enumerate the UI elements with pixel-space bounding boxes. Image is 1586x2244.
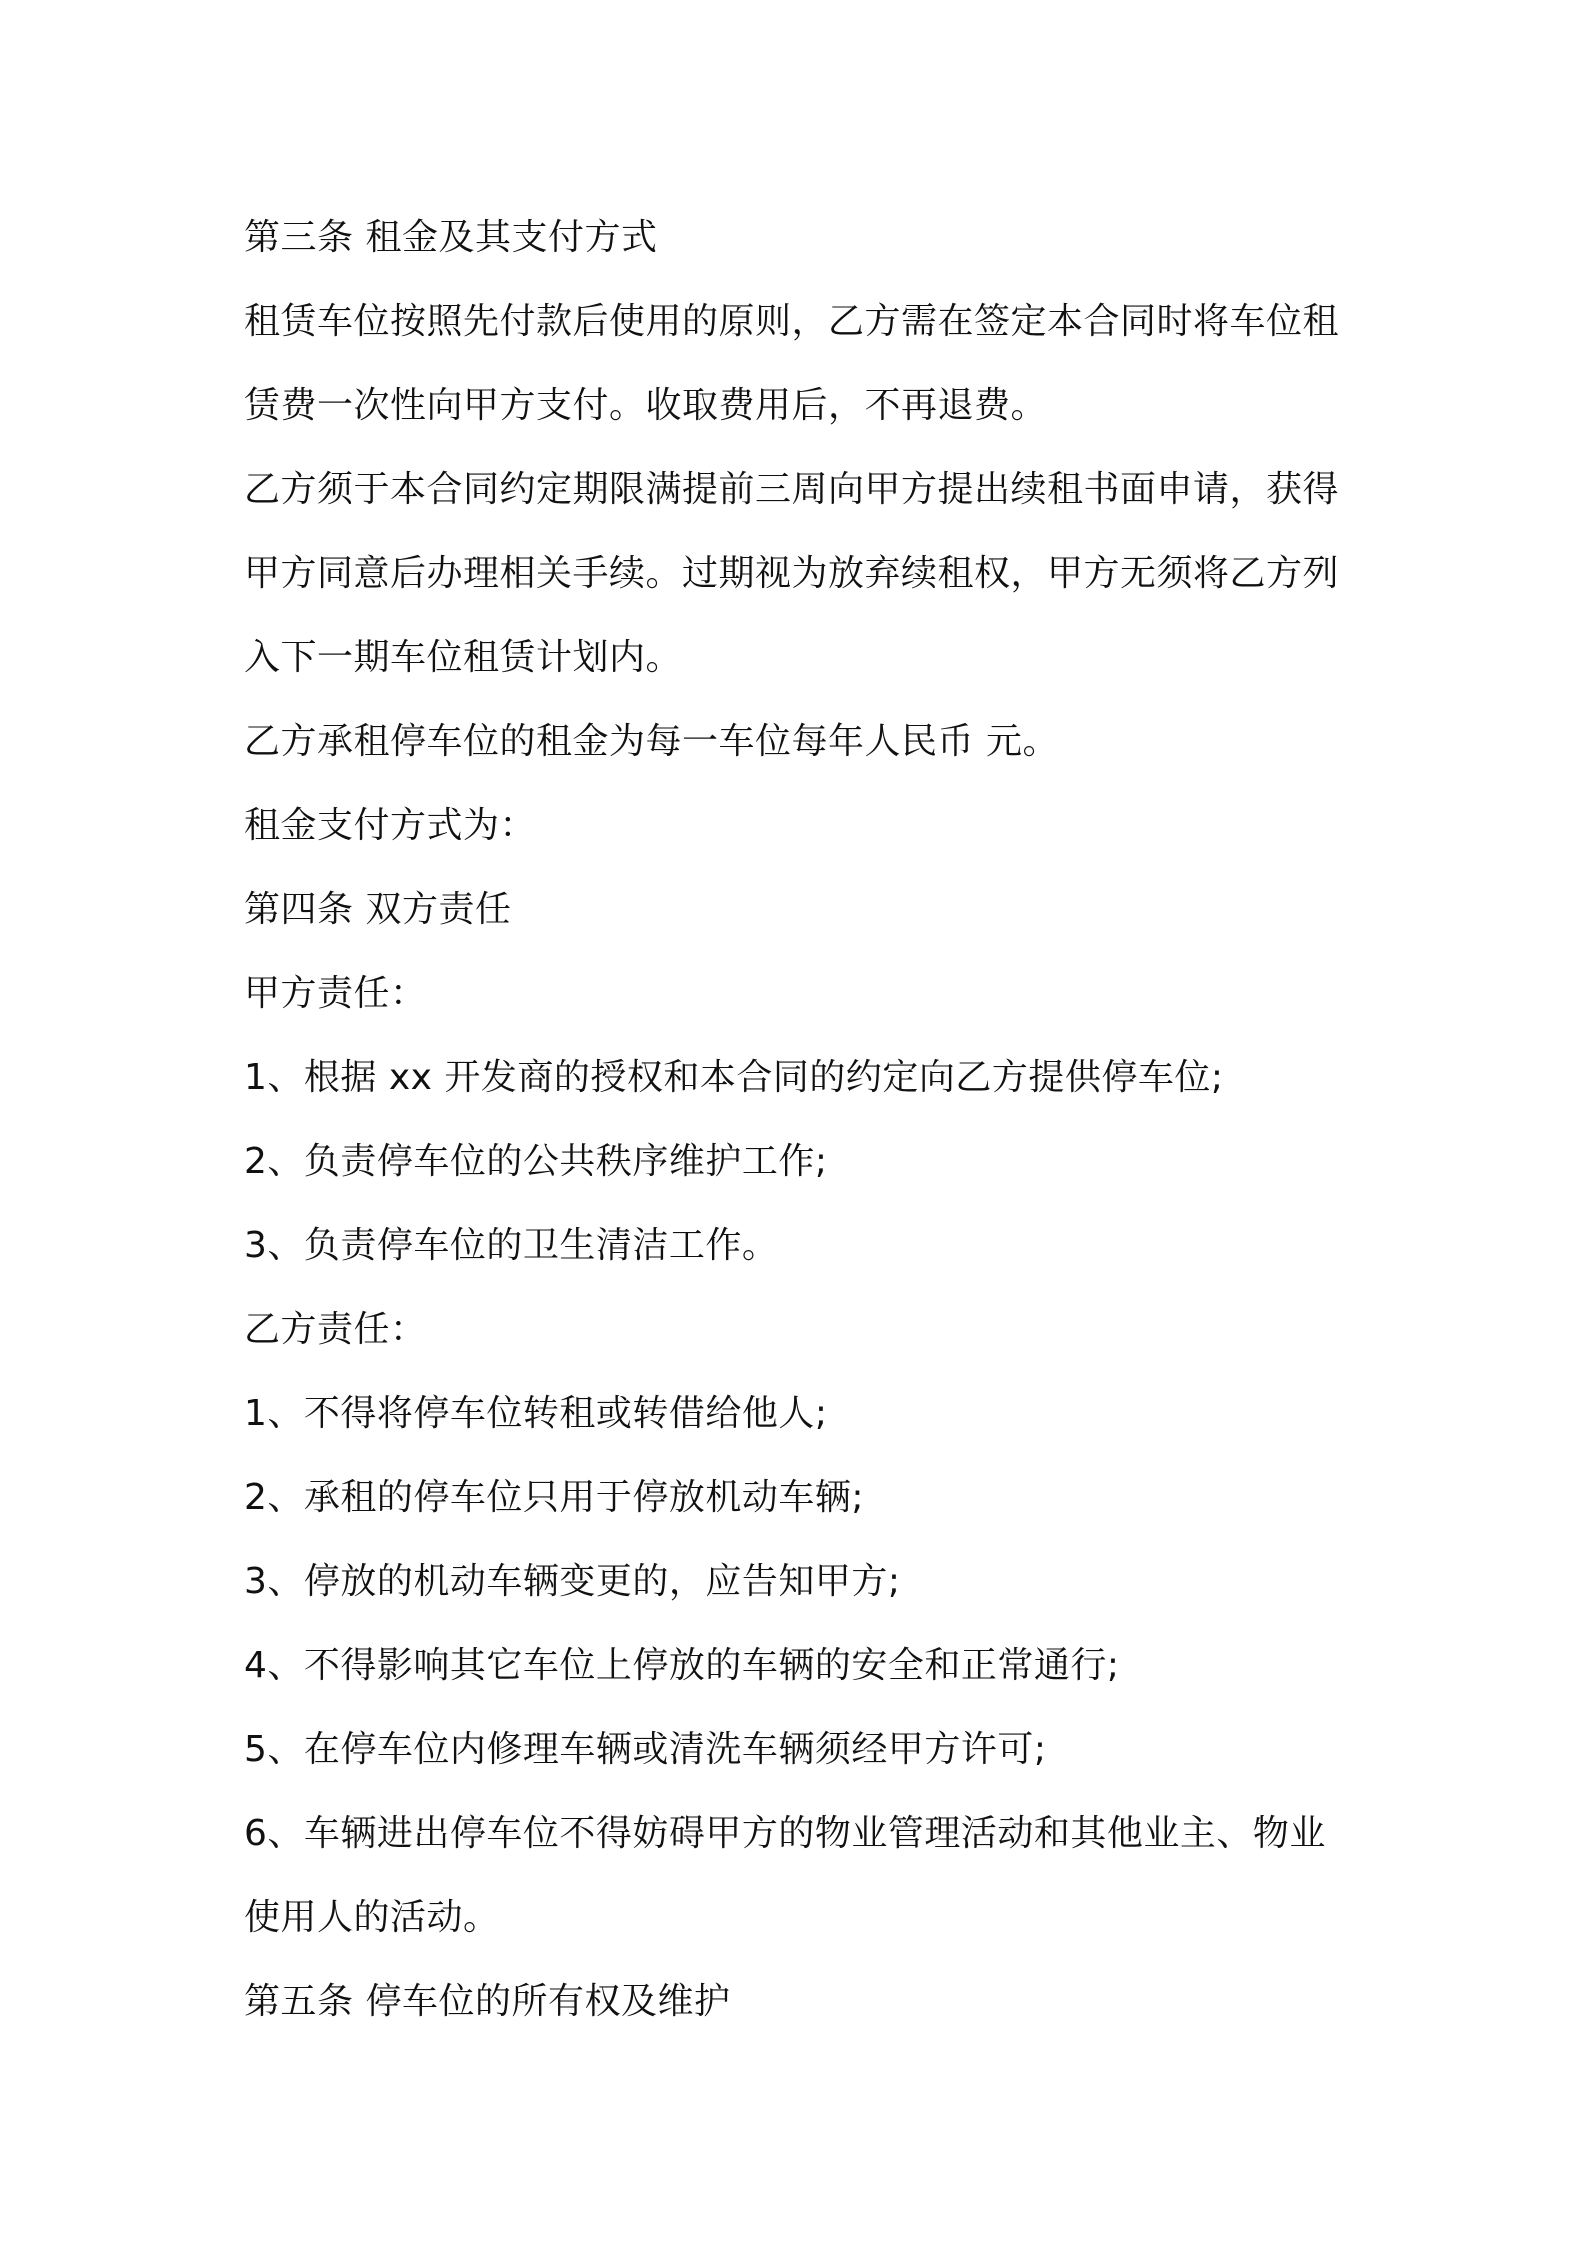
paragraph-line: 赁费一次性向甲方支付。收取费用后，不再退费。 xyxy=(244,385,1048,426)
list-item-continuation: 使用人的活动。 xyxy=(244,1897,500,1938)
paragraph-line: 乙方须于本合同约定期限满提前三周向甲方提出续租书面申请，获得 xyxy=(244,469,1340,510)
paragraph-line: 租赁车位按照先付款后使用的原则，乙方需在签定本合同时将车位租 xyxy=(244,301,1340,342)
paragraph-line: 甲方同意后办理相关手续。过期视为放弃续租权，甲方无须将乙方列 xyxy=(244,553,1340,594)
article-3-heading: 第三条 租金及其支付方式 xyxy=(244,217,658,258)
article-5-heading: 第五条 停车位的所有权及维护 xyxy=(244,1981,731,2022)
paragraph-line: 租金支付方式为： xyxy=(244,805,537,846)
list-item: 2、承租的停车位只用于停放机动车辆; xyxy=(244,1477,865,1518)
list-item: 2、负责停车位的公共秩序维护工作; xyxy=(244,1141,828,1182)
paragraph-line: 入下一期车位租赁计划内。 xyxy=(244,637,683,678)
list-item: 1、不得将停车位转租或转借给他人; xyxy=(244,1393,828,1434)
party-b-responsibility-label: 乙方责任： xyxy=(244,1309,427,1350)
list-item: 4、不得影响其它车位上停放的车辆的安全和正常通行; xyxy=(244,1645,1120,1686)
paragraph-line: 乙方承租停车位的租金为每一车位每年人民币 元。 xyxy=(244,721,1059,762)
list-item: 3、负责停车位的卫生清洁工作。 xyxy=(244,1225,779,1266)
list-item: 1、根据 xx 开发商的授权和本合同的约定向乙方提供停车位; xyxy=(244,1057,1224,1098)
list-item: 6、车辆进出停车位不得妨碍甲方的物业管理活动和其他业主、物业 xyxy=(244,1813,1326,1854)
party-a-responsibility-label: 甲方责任： xyxy=(244,973,427,1014)
document-body xyxy=(244,196,1364,2044)
list-item: 3、停放的机动车辆变更的，应告知甲方; xyxy=(244,1561,901,1602)
article-4-heading: 第四条 双方责任 xyxy=(244,889,512,930)
list-item: 5、在停车位内修理车辆或清洗车辆须经甲方许可; xyxy=(244,1729,1047,1770)
